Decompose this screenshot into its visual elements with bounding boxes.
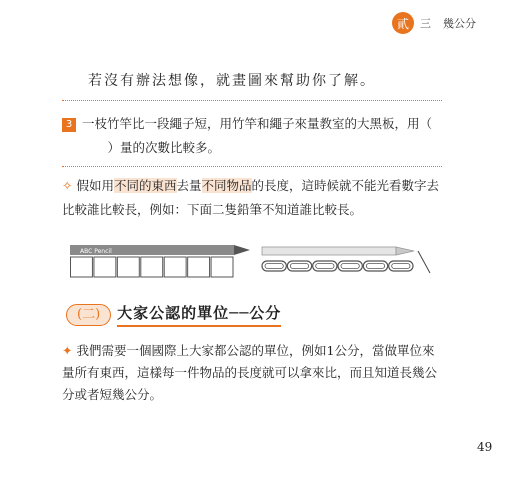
note-paragraph (62, 174, 442, 222)
measuring-block (94, 257, 116, 277)
cm-paragraph (62, 340, 442, 406)
divider-bottom (62, 166, 442, 167)
highlight-different-things: 不同的東西 (114, 178, 177, 193)
page-number: 49 (477, 440, 493, 454)
divider-top (62, 100, 442, 101)
problem-3 (62, 112, 452, 160)
cm-paragraph-text: 我們需要一個國際上大家都公認的單位，例如1公分，當做單位來量所有東西，這樣每一件物品的長度就可以拿來比，而且知道長幾公分或者短幾公分。 (62, 343, 438, 402)
paper-clip (338, 261, 362, 271)
measuring-block (211, 257, 233, 277)
measuring-block (117, 257, 139, 277)
intro-sentence: 若沒有辦法想像，就畫圖來幫助你了解。 (88, 73, 376, 89)
measuring-clips (262, 261, 413, 271)
highlight-different-objects: 不同物品 (201, 178, 252, 193)
answer-blank (66, 136, 104, 160)
measuring-block (164, 257, 186, 277)
pencil-brand-label: ABC Pencil (80, 248, 112, 255)
chapter-title: 幾公分 (443, 17, 476, 30)
measuring-blocks (71, 257, 234, 277)
pencil-figure-svg (64, 241, 450, 281)
chapter-badge: 貳 (392, 12, 414, 34)
star-icon: ✦ (62, 343, 73, 358)
measuring-block (188, 257, 210, 277)
paper-clip-inner (341, 264, 359, 269)
paper-clip (363, 261, 387, 271)
measuring-block (141, 257, 163, 277)
note-text-1: 假如用 (76, 178, 114, 193)
paper-clip-inner (290, 264, 308, 269)
paper-clip-inner (392, 264, 410, 269)
problem-number: 3 (62, 118, 76, 132)
paper-clip-inner (265, 264, 283, 269)
paper-clip-inner (316, 264, 334, 269)
problem-text-before: 一枝竹竿比一段繩子短，用竹竿和繩子來量教室的大黑板，用（ (82, 116, 433, 131)
problem-text-after: ）量的次數比較多。 (107, 140, 221, 155)
pencil-comparison-figure (64, 241, 450, 281)
paper-clip (313, 261, 337, 271)
paper-clip (389, 261, 413, 271)
chapter-number: 三 (420, 17, 431, 30)
paper-clip (262, 261, 286, 271)
pencil-with-blocks (70, 245, 250, 277)
pencil-2-tip (396, 247, 414, 255)
paper-clip-inner (366, 264, 384, 269)
pencil-1-tip (234, 245, 250, 255)
measuring-block (71, 257, 93, 277)
section-number-badge: (二) (66, 304, 111, 326)
page-header (392, 12, 476, 34)
pencil-2-lead (418, 251, 430, 273)
section-heading (66, 302, 281, 327)
pencil-2-body (262, 247, 396, 255)
paper-clip (287, 261, 311, 271)
diamond-icon: ✧ (62, 178, 73, 193)
pencil-with-clips (262, 247, 430, 273)
note-text-3: 的長度，這時候就不能光看數字去比較誰比較長，例如：下面二隻鉛筆不知道誰比較長。 (62, 178, 440, 217)
section-title: 大家公認的單位──公分 (117, 302, 281, 327)
note-text-2: 去量 (176, 178, 202, 193)
